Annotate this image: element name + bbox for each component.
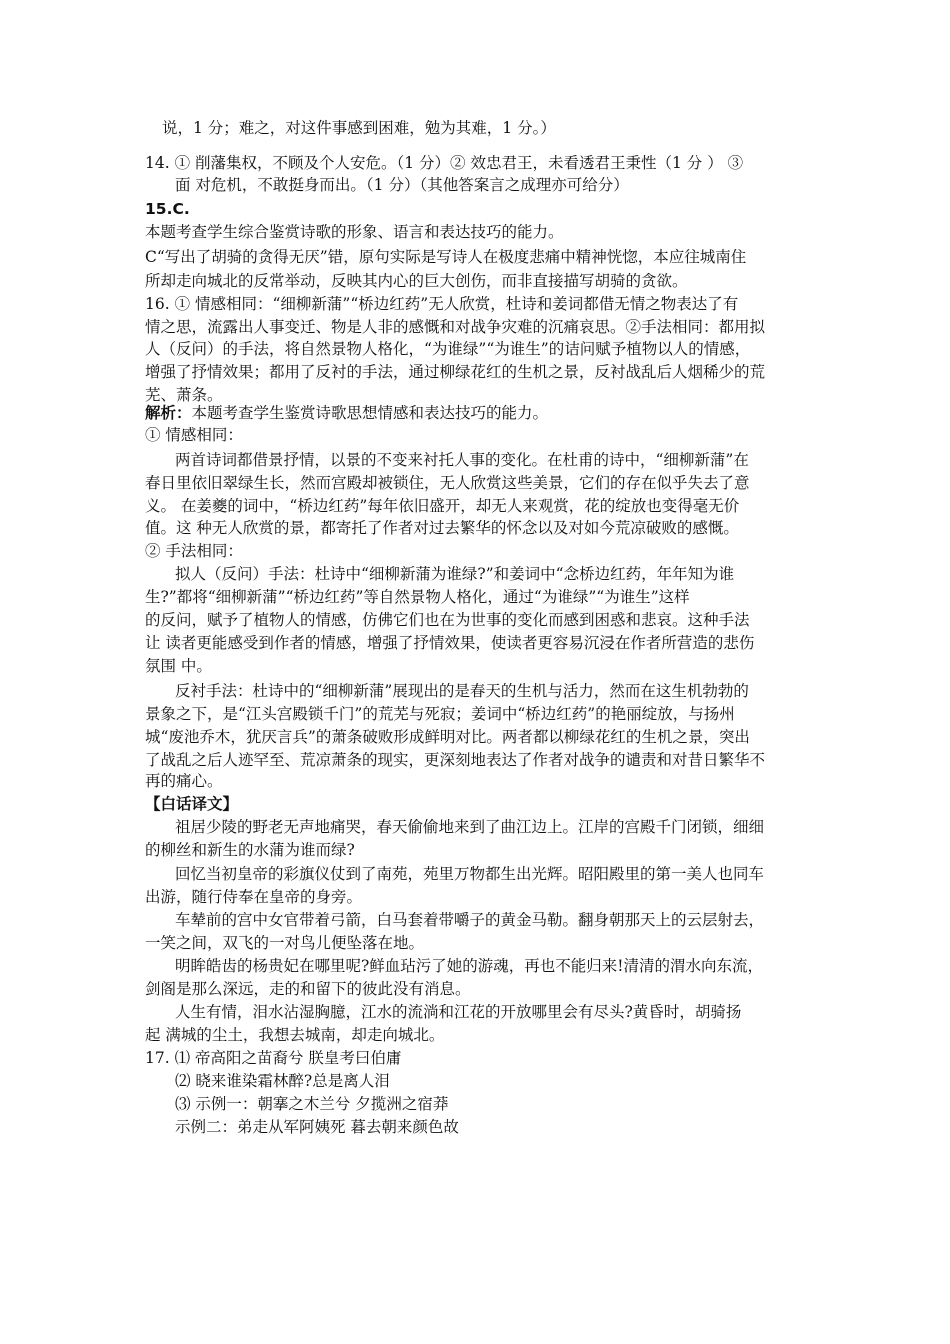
q15-explanation-3: 所却走向城北的反常举动，反映其内心的巨大创伤，而非直接描写胡骑的贪欲。 — [145, 272, 688, 290]
translation-para-4-line-1: 明眸皓齿的杨贵妃在哪里呢?鲜血玷污了她的游魂，再也不能归来!清清的渭水向东流， — [175, 957, 764, 975]
q17-answer-2: ⑵ 晓来谁染霜林醉?总是离人泪 — [175, 1072, 390, 1090]
emotion-para-line-1: 两首诗词都借景抒情，以景的不变来衬托人事的变化。在杜甫的诗中，“细柳新蒲”在 — [175, 451, 749, 469]
translation-para-3-line-1: 车辇前的宫中女官带着弓箭，白马套着带嚼子的黄金马勒。翻身朝那天上的云层射去， — [175, 911, 765, 929]
translation-para-5-line-1: 人生有情，泪水沾湿胸臆，江水的流淌和江花的开放哪里会有尽头?黄昏时，胡骑扬 — [175, 1003, 742, 1021]
q17-answer-3: ⑶ 示例一：朝搴之木兰兮 夕揽洲之宿莽 — [175, 1095, 449, 1113]
q17-answer-1: 17. ⑴ 帝高阳之苗裔兮 朕皇考曰伯庸 — [145, 1049, 402, 1067]
q15-answer: 15.C. — [145, 200, 190, 218]
q16-answer-line-4: 增强了抒情效果；都用了反衬的手法，通过柳绿花红的生机之景，反衬战乱后人烟稀少的荒 — [145, 363, 766, 381]
q14-answer-line-2: 面 对危机，不敢挺身而出。（1 分）（其他答案言之成理亦可给分） — [175, 176, 629, 194]
personification-para-line-2: 生?”都将“细柳新蒲”“桥边红药”等自然景物人格化，通过“为谁绿”“为谁生”这样 — [145, 588, 690, 606]
q16-answer-line-1: 16. ① 情感相同：“细柳新蒲”“桥边红药”无人欣赏，杜诗和姜词都借无情之物表达了有 — [145, 295, 739, 313]
contrast-para-line-1: 反衬手法：杜诗中的“细柳新蒲”展现出的是春天的生机与活力，然而在这生机勃勃的 — [175, 682, 749, 700]
q13-answer-tail: 说，1 分；难之，对这件事感到困难，勉为其难，1 分。） — [162, 119, 556, 137]
q15-explanation-2: C“写出了胡骑的贪得无厌”错，原句实际是写诗人在极度悲痛中精神恍惚，本应往城南住 — [145, 248, 747, 266]
personification-para-line-5: 氛围 中。 — [145, 657, 212, 675]
contrast-para-line-4: 了战乱之后人迹罕至、荒凉萧条的现实，更深刻地表达了作者对战争的谴责和对昔日繁华不 — [145, 751, 766, 769]
translation-para-4-line-2: 剑阁是那么深远，走的和留下的彼此没有消息。 — [145, 980, 471, 998]
translation-para-1-line-2: 的柳丝和新生的水蒲为谁而绿? — [145, 841, 355, 859]
q17-answer-4: 示例二：弟走从军阿姨死 暮去朝来颜色故 — [175, 1118, 459, 1136]
translation-para-1-line-1: 祖居少陵的野老无声地痛哭，春天偷偷地来到了曲江边上。江岸的宫殿千门闭锁，细细 — [175, 818, 765, 836]
personification-para-line-1: 拟人（反问）手法：杜诗中“细柳新蒲为谁绿?”和姜词中“念桥边红药，年年知为谁 — [175, 565, 735, 583]
emotion-para-line-3: 义。 在姜夔的词中，“桥边红药”每年依旧盛开，却无人来观赏，花的绽放也变得毫无价 — [145, 497, 740, 515]
contrast-para-line-3: 城“废池乔木，犹厌言兵”的萧条破败形成鲜明对比。两者都以柳绿花红的生机之景，突出 — [145, 728, 750, 746]
translation-heading: 【白话译文】 — [145, 795, 239, 813]
contrast-para-line-2: 景象之下，是“江头宫殿锁千门”的荒芜与死寂；姜词中“桥边红药”的艳丽绽放，与扬州 — [145, 705, 735, 723]
analysis-label: 解析： — [145, 404, 192, 422]
personification-para-line-4: 让 读者更能感受到作者的情感，增强了抒情效果，使读者更容易沉浸在作者所营造的悲伤 — [145, 634, 755, 652]
q16-answer-line-2: 情之思，流露出人事变迁、物是人非的感慨和对战争灾难的沉痛哀思。②手法相同：都用拟 — [145, 318, 766, 336]
emotion-para-line-4: 值。这 种无人欣赏的景，都寄托了作者对过去繁华的怀念以及对如今荒凉破败的感慨。 — [145, 519, 739, 537]
personification-para-line-3: 的反问，赋予了植物人的情感，仿佛它们也在为世事的变化而感到困惑和悲哀。这种手法 — [145, 611, 750, 629]
analysis-heading-line — [145, 402, 548, 424]
q15-explanation-1: 本题考查学生综合鉴赏诗歌的形象、语言和表达技巧的能力。 — [145, 223, 564, 241]
emotion-para-line-2: 春日里依旧翠绿生长，然而宫殿却被锁住，无人欣赏这些美景，它们的存在似乎失去了意 — [145, 474, 750, 492]
translation-para-5-line-2: 起 满城的尘土，我想去城南，却走向城北。 — [145, 1026, 445, 1044]
analysis-intro: 本题考查学生鉴赏诗歌思想情感和表达技巧的能力。 — [191, 404, 549, 422]
q14-answer-line-1: 14. ① 削藩集权，不顾及个人安危。（1 分）② 效忠君王，未看透君王秉性（1 分 ） ③ — [145, 154, 744, 172]
emotion-heading: ① 情感相同： — [145, 426, 243, 444]
translation-para-2-line-1: 回忆当初皇帝的彩旗仪仗到了南苑，苑里万物都生出光辉。昭阳殿里的第一美人也同车 — [175, 865, 765, 883]
translation-para-2-line-2: 出游，随行侍奉在皇帝的身旁。 — [145, 888, 363, 906]
translation-para-3-line-2: 一笑之间，双飞的一对鸟儿便坠落在地。 — [145, 934, 425, 952]
q16-answer-line-3: 人（反问）的手法，将自然景物人格化，“为谁绿”“为谁生”的诘问赋予植物以人的情感， — [145, 340, 751, 358]
technique-heading: ② 手法相同： — [145, 542, 243, 560]
q16-answer-line-5: 芜、萧条。 — [145, 386, 223, 404]
contrast-para-line-5: 再的痛心。 — [145, 772, 223, 790]
